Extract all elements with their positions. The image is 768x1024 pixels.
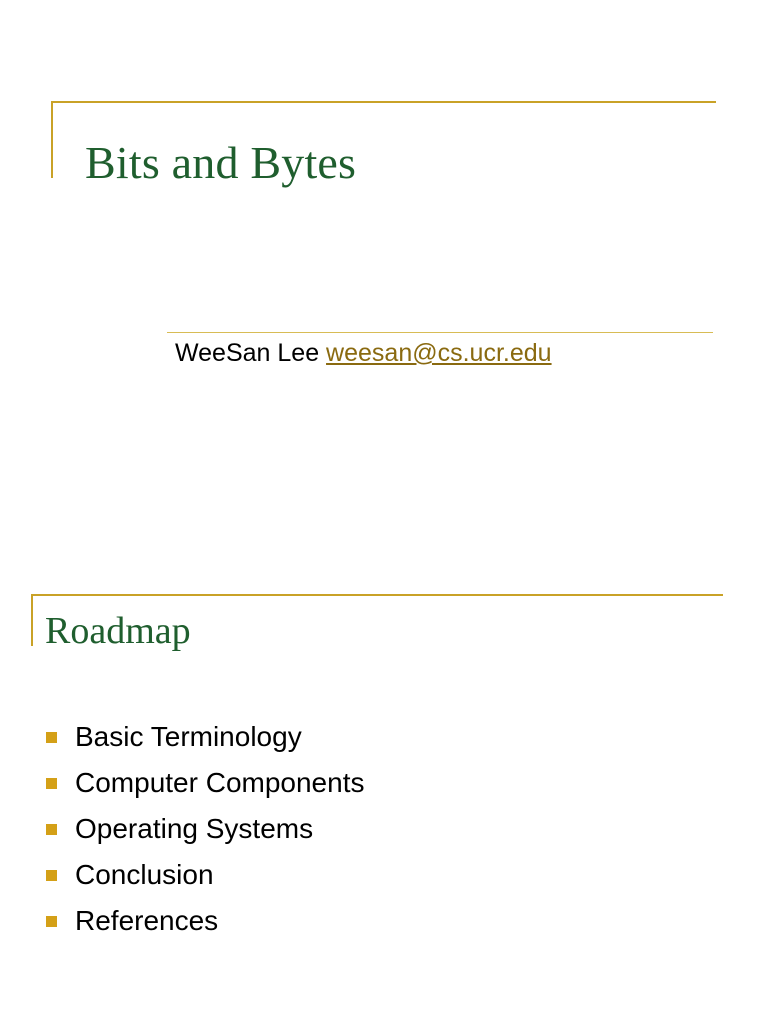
slide-title: Roadmap xyxy=(45,610,191,652)
title-frame-left-rule xyxy=(51,101,53,178)
list-item-label: Computer Components xyxy=(75,767,365,798)
subtitle-divider xyxy=(167,332,713,333)
list-item-label: Operating Systems xyxy=(75,813,314,844)
list-item-label: Basic Terminology xyxy=(75,721,302,752)
roadmap-slide xyxy=(0,512,768,1024)
list-item xyxy=(46,852,364,898)
square-bullet-icon xyxy=(46,870,57,881)
list-item-label: Conclusion xyxy=(75,859,214,890)
list-item-label: References xyxy=(75,905,219,936)
square-bullet-icon xyxy=(46,778,57,789)
list-item xyxy=(46,760,364,806)
roadmap-frame-top-rule xyxy=(31,594,723,596)
list-item xyxy=(46,714,364,760)
author-email-link[interactable]: weesan@cs.ucr.edu xyxy=(326,339,552,367)
title-frame-top-rule xyxy=(51,101,716,103)
slide-title: Bits and Bytes xyxy=(85,137,357,188)
list-item xyxy=(46,806,364,852)
author-name: WeeSan Lee xyxy=(175,339,320,367)
square-bullet-icon xyxy=(46,824,57,835)
roadmap-bullet-list xyxy=(46,714,364,944)
square-bullet-icon xyxy=(46,732,57,743)
roadmap-frame-left-rule xyxy=(31,594,33,646)
author-line xyxy=(175,339,552,368)
list-item xyxy=(46,898,364,944)
square-bullet-icon xyxy=(46,916,57,927)
